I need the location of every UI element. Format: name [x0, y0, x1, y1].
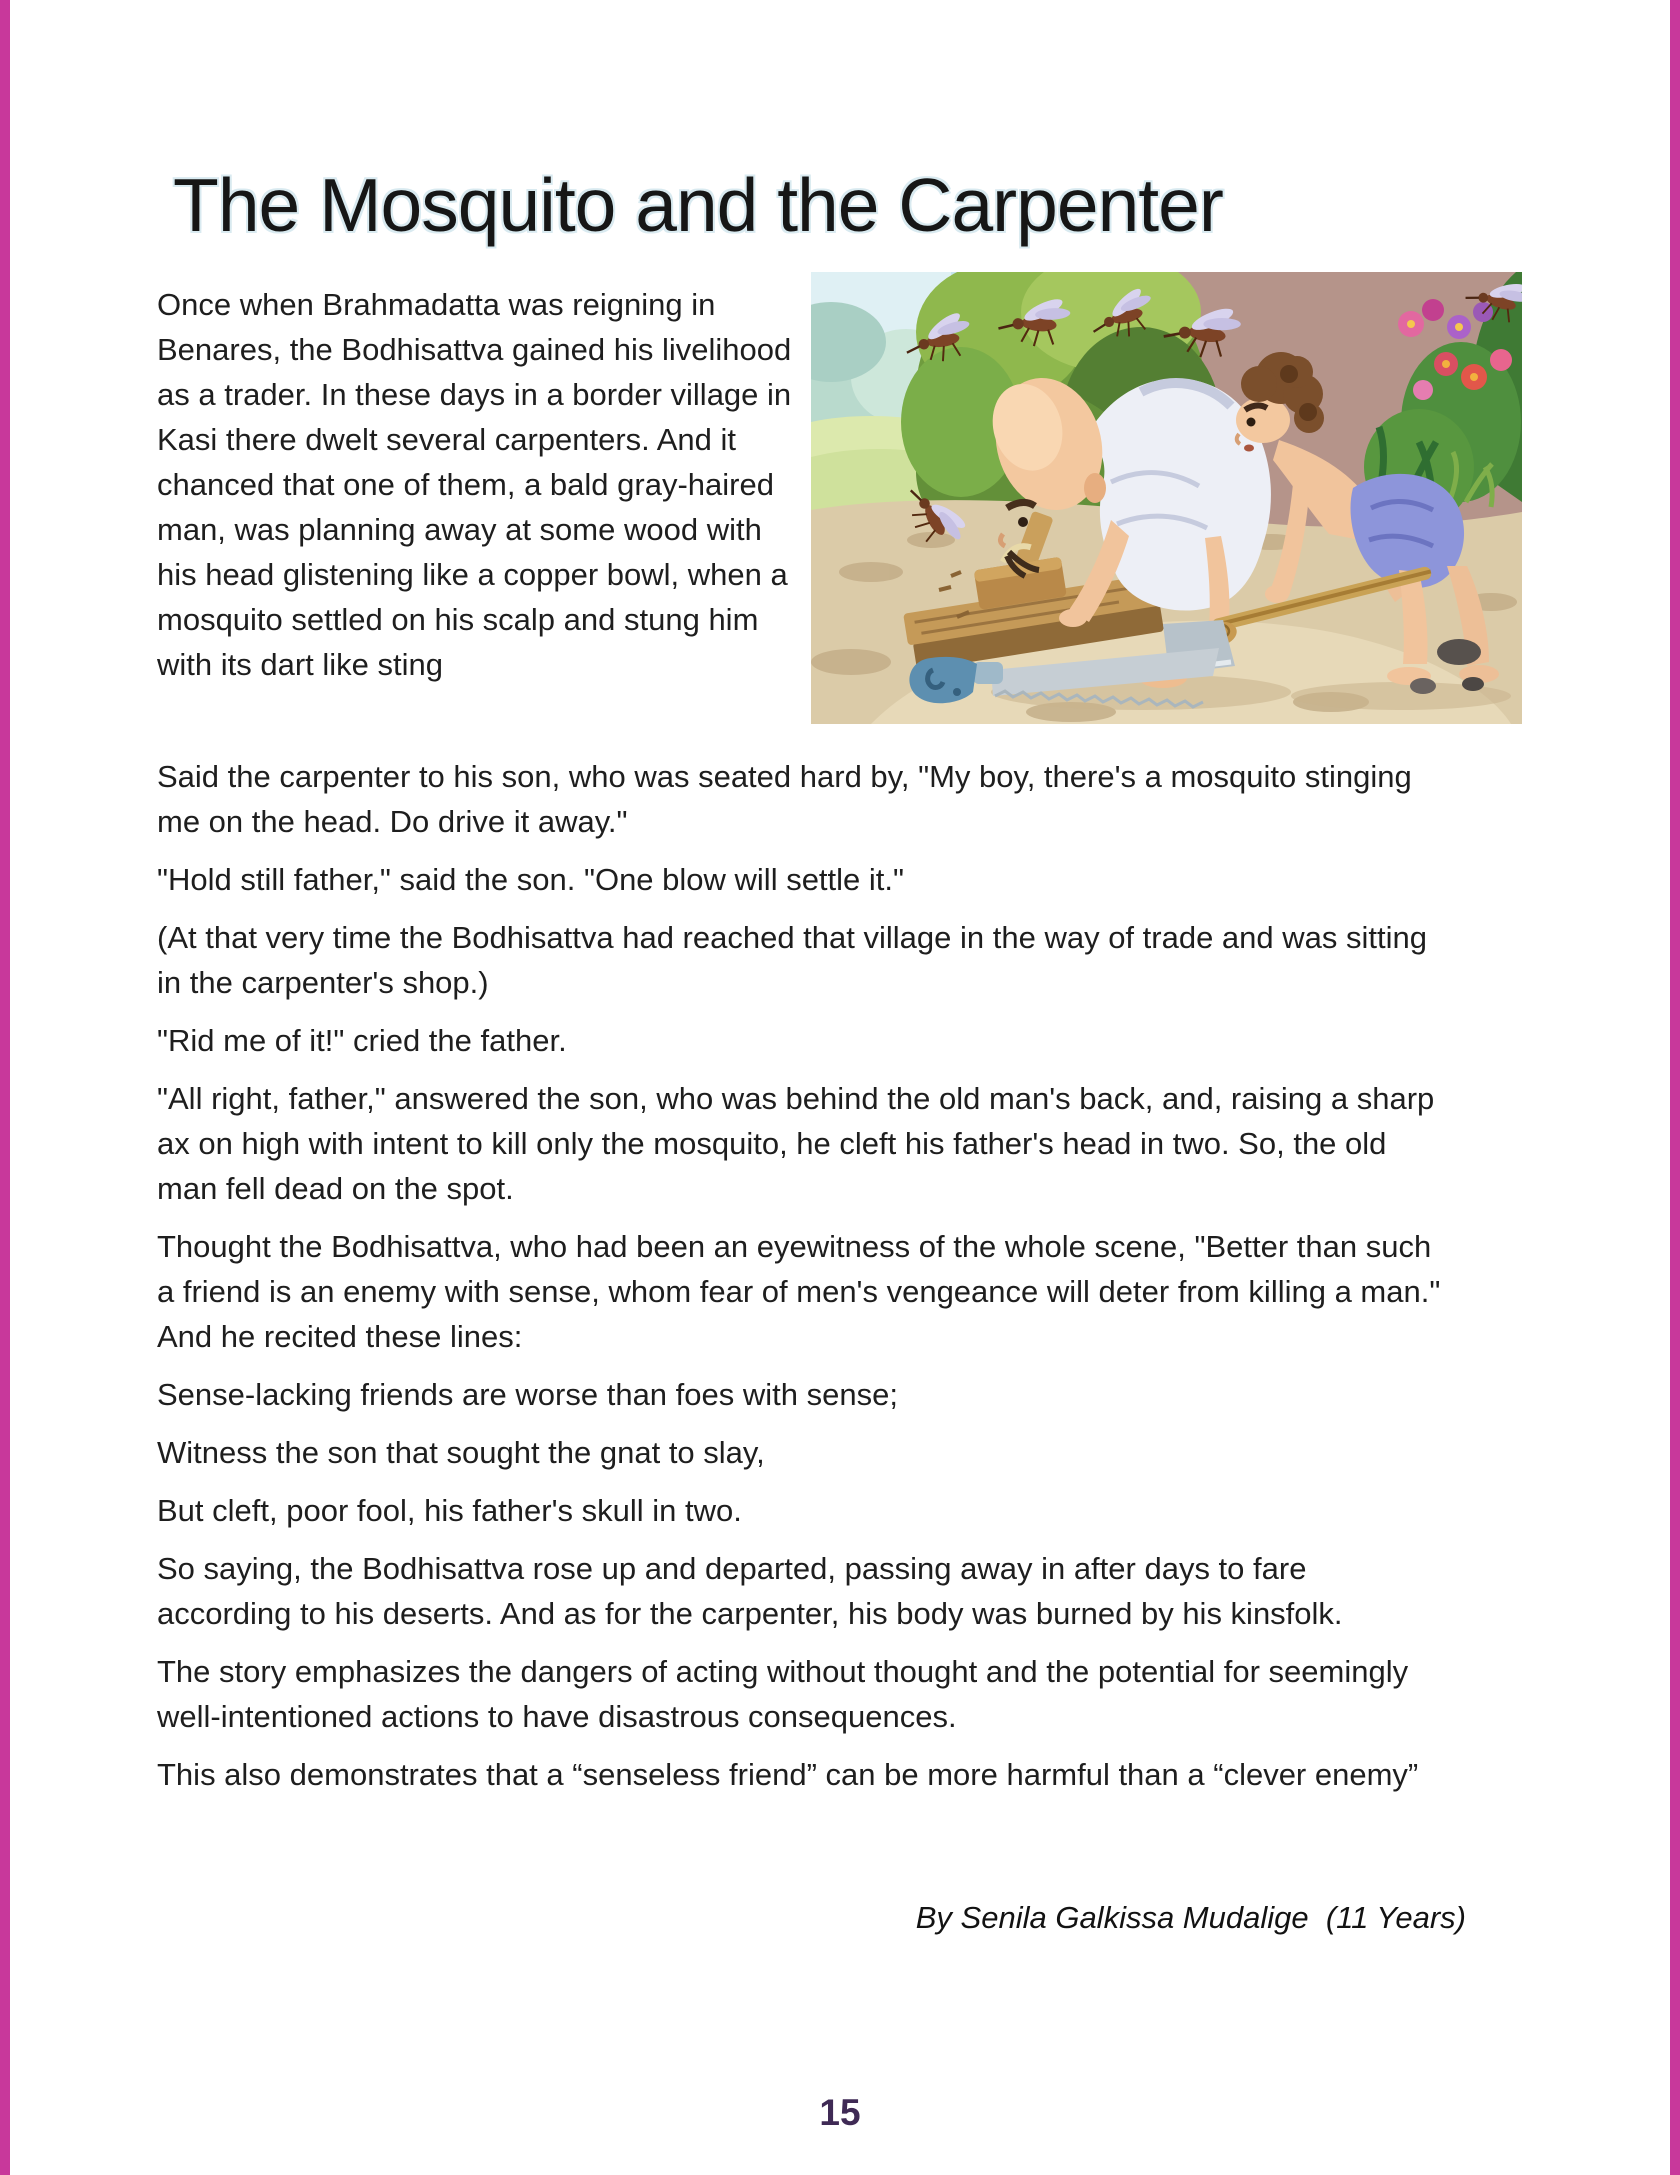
story-paragraph: "Hold still father," said the son. "One blow will settle it."	[157, 862, 905, 897]
author-byline: By Senila Galkissa Mudalige (11 Years)	[915, 1900, 1466, 1935]
story-paragraph: Thought the Bodhisattva, who had been an eyewitness of the whole scene, "Better than such a friend is an enemy with sense, whom fear of men's vengeance will deter from killing a man." And he recited these lines:	[157, 1229, 1441, 1354]
story-paragraph: This also demonstrates that a “senseless friend” can be more harmful than a “clever enemy”	[157, 1757, 1419, 1792]
story-verse-line: Sense-lacking friends are worse than foes with sense;	[157, 1377, 898, 1412]
title-block	[173, 112, 1532, 248]
story-paragraph: So saying, the Bodhisattva rose up and departed, passing away in after days to fare according to his deserts. And as for the carpenter, his body was burned by his kinsfolk.	[157, 1551, 1343, 1631]
intro-section	[157, 282, 1532, 724]
story-verse-line: But cleft, poor fool, his father's skull in two.	[157, 1493, 742, 1528]
story-paragraph: The story emphasizes the dangers of acting without thought and the potential for seemingly well-intentioned actions to have disastrous consequences.	[157, 1654, 1409, 1734]
right-edge-accent-bar	[1670, 0, 1680, 2175]
page-number: 15	[819, 2092, 861, 2133]
story-paragraph-intro: Once when Brahmadatta was reigning in Benares, the Bodhisattva gained his livelihood as a trader. In these days in a border village in Kasi there dwelt several carpenters. And it chanced that one of them, a bald gray-haired man, was planning away at some wood with his head glistening like a copper bowl, when a mosquito settled on his scalp and stung him with its dart like sting	[157, 287, 792, 682]
story-body	[157, 754, 1532, 1797]
story-verse-line: Witness the son that sought the gnat to slay,	[157, 1435, 765, 1470]
left-edge-accent-bar	[0, 0, 10, 2175]
story-paragraph: Said the carpenter to his son, who was seated hard by, "My boy, there's a mosquito stinging me on the head. Do drive it away."	[157, 759, 1412, 839]
story-illustration	[811, 272, 1522, 724]
story-paragraph: "All right, father," answered the son, who was behind the old man's back, and, raising a sharp ax on high with intent to kill only the mosquito, he cleft his father's head in two. So, the old man fell dead on the spot.	[157, 1081, 1435, 1206]
page-content	[0, 112, 1680, 1940]
story-paragraph: "Rid me of it!" cried the father.	[157, 1023, 567, 1058]
story-paragraph: (At that very time the Bodhisattva had reached that village in the way of trade and was sitting in the carpenter's shop.)	[157, 920, 1427, 1000]
story-illustration-image	[811, 272, 1522, 724]
page-title: The Mosquito and the Carpenter The Mosquito and the Carpenter	[173, 162, 1223, 248]
